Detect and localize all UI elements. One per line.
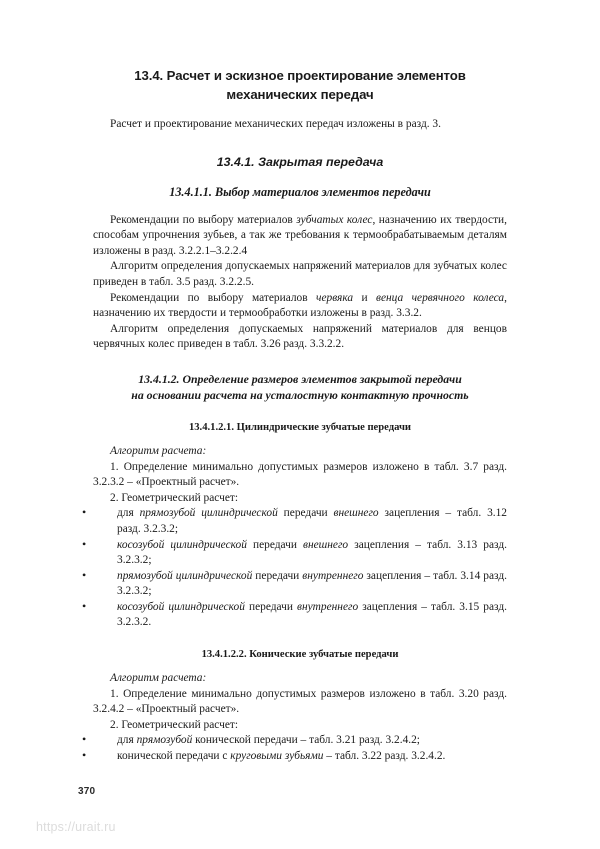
bullet-text-c: зацепления – табл. 3.15 разд. 3.2.3.2. (117, 600, 507, 629)
bullet-italic-1: прямозубой (136, 734, 193, 747)
list-item (93, 749, 507, 765)
materials-paragraph-1 (93, 200, 507, 260)
bullet-italic-1: косозубой цилиндрической (117, 600, 245, 613)
heading-13-4-1-2-2: 13.4.1.2.2. Конические зубчатые передачи (201, 649, 399, 661)
materials-paragraph-2: Алгоритм определения допускаемых напряжений материалов для зубчатых колес приведен в табл. 3.5 разд. 3.2.2.5. (93, 260, 507, 288)
bullet-text-b: – табл. 3.22 разд. 3.2.4.2. (323, 750, 446, 763)
materials-p3-text-a: Рекомендации по выбору материалов (110, 291, 317, 304)
bullet-text-a: для (117, 734, 137, 747)
list-item (93, 538, 507, 569)
materials-p3-text-b: и (353, 291, 376, 304)
page-title (93, 0, 507, 104)
bullet-text-c: зацепления – табл. 3.14 разд. 3.2.3.2; (117, 569, 507, 598)
heading-13-4-1-2-line-1: 13.4.1.2. Определение размеров элементов закрытой передачи (138, 371, 462, 386)
materials-p3-italic-1: червяка (316, 291, 354, 304)
bullet-text-c: зацепления – табл. 3.12 разд. 3.2.3.2; (117, 507, 507, 535)
page-content (93, 0, 507, 765)
bullet-text-a: для (117, 507, 140, 520)
bullet-italic-2: внешнего (333, 507, 379, 520)
page-title-line-2: механических передач (226, 87, 374, 102)
bullet-italic-2: внешнего (303, 538, 349, 551)
bullet-text-b: передачи (252, 569, 303, 582)
list-item (93, 506, 507, 537)
list-item (93, 733, 507, 749)
bevel-step-1: 1. Определение минимально допустимых размеров изложено в табл. 3.20 разд. 3.2.4.2 – «Проектный расчет». (93, 687, 507, 716)
bullet-text-b: конической передачи – табл. 3.21 разд. 3.2.4.2; (192, 734, 420, 747)
list-item (93, 600, 507, 631)
bullet-italic-2: внутреннего (297, 600, 359, 613)
bevel-step-2: 2. Геометрический расчет: (110, 718, 239, 731)
bullet-text-b: передачи (277, 507, 334, 520)
heading-13-4-1-2 (93, 353, 507, 404)
materials-p1-italic-1: зубчатых колес (296, 213, 373, 226)
cylindrical-bullet-list (93, 506, 507, 631)
materials-p1-text-b: , назначению их твердости, способам упрочнения зубьев, а так же требования к термообрабатываемым деталям изложены в разд. 3.2.2.1–3.2.2.4 (93, 213, 508, 257)
cylindrical-step-2: 2. Геометрический расчет: (110, 491, 239, 504)
heading-13-4-1: 13.4.1. Закрытая передача (216, 154, 384, 169)
materials-paragraph-3 (93, 291, 507, 322)
heading-13-4-1-2-1: 13.4.1.2.1. Цилиндрические зубчатые передачи (188, 421, 412, 433)
list-item (93, 569, 507, 600)
bullet-italic-1: круговыми зубьями (230, 750, 324, 763)
bullet-text-c: зацепления – табл. 3.13 разд. 3.2.3.2; (117, 538, 507, 567)
materials-p3-text-c: , назначению их твердости и термообработки изложены в разд. 3.3.2. (93, 291, 507, 320)
bevel-bullet-list (93, 733, 507, 764)
bullet-italic-2: внутреннего (302, 569, 364, 582)
cylindrical-step-1: 1. Определение минимально допустимых размеров изложено в табл. 3.7 разд. 3.2.3.2 – «Проектный расчет». (93, 460, 507, 489)
bevel-algorithm-label: Алгоритм расчета: (110, 672, 207, 685)
page-title-line-1: 13.4. Расчет и эскизное проектирование элементов (134, 68, 466, 83)
heading-13-4-1-2-line-2: на основании расчета на усталостную контактную прочность (131, 388, 469, 403)
materials-p1-text-a: Рекомендации по выбору материалов (110, 213, 297, 226)
bullet-italic-1: прямозубой цилиндрической (139, 507, 278, 520)
page-number: 370 (78, 786, 96, 797)
cylindrical-algorithm-label: Алгоритм расчета: (110, 444, 207, 457)
materials-paragraph-4: Алгоритм определения допускаемых напряжений материалов для венцов червячных колес приведен в табл. 3.26 разд. 3.3.2.2. (93, 322, 507, 351)
bullet-italic-1: прямозубой цилиндрической (117, 569, 253, 582)
intro-paragraph: Расчет и проектирование механических передач изложены в разд. 3. (110, 118, 441, 130)
site-watermark: https://urait.ru (36, 820, 116, 834)
bullet-text-b: передачи (244, 600, 298, 613)
materials-p3-italic-2: венца червячного колеса (376, 291, 505, 304)
bullet-text-a: конической передачи с (117, 750, 231, 763)
bullet-italic-1: косозубой цилиндрической (117, 538, 247, 551)
heading-13-4-1-1: 13.4.1.1. Выбор материалов элементов передачи (169, 184, 431, 199)
bullet-text-b: передачи (246, 538, 304, 551)
